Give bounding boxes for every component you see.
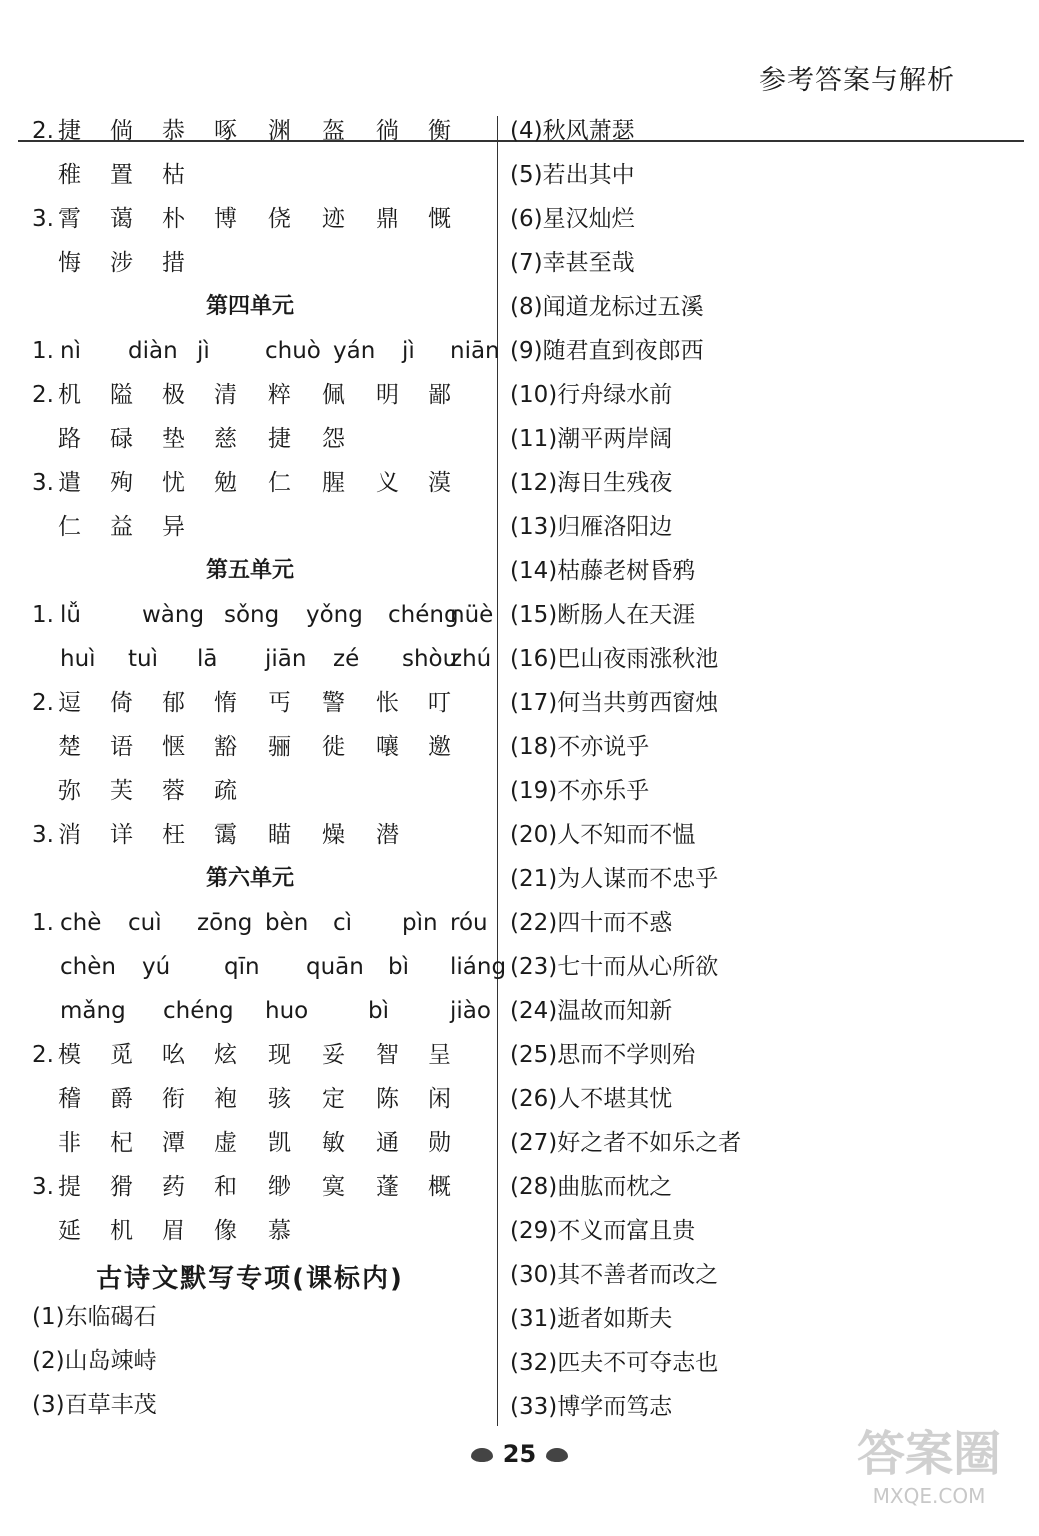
char-cell: 渊 <box>268 118 291 144</box>
answer-row <box>0 600 495 630</box>
char-cell: 捷 <box>58 118 81 144</box>
char-cell: 腥 <box>322 470 345 496</box>
char-cell: 怨 <box>322 426 345 452</box>
answer-row <box>0 952 507 982</box>
pinyin-cell: chè <box>60 910 102 936</box>
char-cell: 勉 <box>214 470 237 496</box>
char-cell: 楚 <box>58 734 81 760</box>
char-cell: 非 <box>58 1130 81 1156</box>
char-cell: 慕 <box>268 1218 291 1244</box>
pinyin-cell: niān <box>450 338 500 364</box>
char-cell: 爵 <box>110 1086 133 1112</box>
answer-row <box>0 380 495 410</box>
char-cell: 缈 <box>268 1174 291 1200</box>
char-cell: 智 <box>376 1042 399 1068</box>
char-cell: 消 <box>58 822 81 848</box>
poem-answer: (13)归雁洛阳边 <box>510 514 673 540</box>
char-cell: 枯 <box>162 162 185 188</box>
pinyin-cell: lā <box>197 646 218 672</box>
answer-row <box>0 336 500 366</box>
pinyin-cell: zhú <box>450 646 492 672</box>
poem-answer: (23)七十而从心所欲 <box>510 954 719 980</box>
pinyin-cell: yán <box>333 338 376 364</box>
char-cell: 敏 <box>322 1130 345 1156</box>
char-cell: 虚 <box>214 1130 237 1156</box>
char-cell: 慨 <box>428 206 451 232</box>
char-cell: 潜 <box>376 822 399 848</box>
pinyin-cell: lǚ <box>60 602 81 628</box>
unit-title: 第四单元 <box>205 294 294 319</box>
char-cell: 模 <box>58 1042 81 1068</box>
poem-answer: (26)人不堪其忧 <box>510 1086 673 1112</box>
char-cell: 碌 <box>110 426 133 452</box>
char-cell: 逗 <box>58 690 81 716</box>
char-cell: 像 <box>214 1218 237 1244</box>
char-cell: 蓬 <box>376 1174 399 1200</box>
char-cell: 陈 <box>376 1086 399 1112</box>
item-number: 1. <box>32 338 54 364</box>
answer-row <box>0 996 495 1026</box>
char-cell: 义 <box>376 470 399 496</box>
answer-row <box>0 908 495 938</box>
header-title: 参考答案与解析 <box>759 65 955 96</box>
char-cell: 益 <box>110 514 133 540</box>
poem-answer: (5)若出其中 <box>510 162 635 188</box>
answer-row <box>0 776 495 806</box>
char-cell: 杞 <box>110 1130 133 1156</box>
pinyin-cell: cì <box>333 910 353 936</box>
char-cell: 漠 <box>428 470 451 496</box>
poem-answer: (6)星汉灿烂 <box>510 206 635 232</box>
answer-row <box>0 116 495 146</box>
poem-answer: (3)百草丰茂 <box>32 1392 157 1418</box>
char-cell: 博 <box>214 206 237 232</box>
answer-row <box>0 1040 495 1070</box>
char-cell: 徙 <box>322 734 345 760</box>
unit-title: 第六单元 <box>205 866 294 891</box>
char-cell: 遣 <box>58 470 81 496</box>
pinyin-cell: yǒng <box>306 602 363 628</box>
char-cell: 提 <box>58 1174 81 1200</box>
poem-answer: (28)曲肱而枕之 <box>510 1174 673 1200</box>
char-cell: 闲 <box>428 1086 451 1112</box>
pinyin-cell: bì <box>388 954 409 980</box>
poem-answer: (9)随君直到夜郎西 <box>510 338 704 364</box>
char-cell: 豁 <box>214 734 237 760</box>
char-cell: 袍 <box>214 1086 237 1112</box>
page-number: 25 <box>502 1440 537 1468</box>
char-cell: 语 <box>110 734 133 760</box>
poem-answer: (4)秋风萧瑟 <box>510 118 635 144</box>
poem-answer: (2)山岛竦峙 <box>32 1348 157 1374</box>
poem-answer: (7)幸甚至哉 <box>510 250 635 276</box>
leaf-icon <box>471 1448 493 1462</box>
pinyin-cell: chèn <box>60 954 116 980</box>
answer-row <box>0 512 495 542</box>
item-number: 2. <box>32 1042 54 1068</box>
pinyin-cell: liáng <box>450 954 507 980</box>
item-number: 3. <box>32 1174 54 1200</box>
poem-answer: (17)何当共剪西窗烛 <box>510 690 719 716</box>
answer-row <box>0 820 495 850</box>
char-cell: 嚷 <box>376 734 399 760</box>
char-cell: 明 <box>376 382 399 408</box>
item-number: 3. <box>32 470 54 496</box>
char-cell: 通 <box>376 1130 399 1156</box>
pinyin-cell: jiān <box>265 646 307 672</box>
char-cell: 寞 <box>322 1174 345 1200</box>
poem-answer: (29)不义而富且贵 <box>510 1218 696 1244</box>
char-cell: 霭 <box>214 822 237 848</box>
item-number: 2. <box>32 118 54 144</box>
char-cell: 疏 <box>214 778 237 804</box>
pinyin-cell: zé <box>333 646 360 672</box>
char-cell: 蓉 <box>162 778 185 804</box>
pinyin-cell: róu <box>450 910 488 936</box>
char-cell: 粹 <box>268 382 291 408</box>
char-cell: 弥 <box>58 778 81 804</box>
pinyin-cell: nì <box>60 338 81 364</box>
pinyin-cell: chéng <box>388 602 459 628</box>
char-cell: 极 <box>162 382 185 408</box>
answer-row <box>0 468 495 498</box>
char-cell: 详 <box>110 822 133 848</box>
pinyin-cell: yú <box>142 954 171 980</box>
char-cell: 怅 <box>376 690 399 716</box>
poem-answer: (24)温故而知新 <box>510 998 673 1024</box>
char-cell: 佩 <box>322 382 345 408</box>
item-number: 1. <box>32 602 54 628</box>
char-cell: 衔 <box>162 1086 185 1112</box>
answer-row <box>0 732 495 762</box>
char-cell: 徜 <box>376 118 399 144</box>
char-cell: 警 <box>322 690 345 716</box>
char-cell: 猾 <box>110 1174 133 1200</box>
leaf-icon <box>546 1448 568 1462</box>
poem-answer: (31)逝者如斯夫 <box>510 1306 673 1332</box>
poem-answer: (14)枯藤老树昏鸦 <box>510 558 696 584</box>
watermark-logo: 答案圈 <box>856 1426 1001 1482</box>
poem-answer: (25)思而不学则殆 <box>510 1042 696 1068</box>
char-cell: 枉 <box>162 822 185 848</box>
poem-answer: (20)人不知而不愠 <box>510 822 696 848</box>
answer-row <box>0 160 495 190</box>
item-number: 3. <box>32 822 54 848</box>
pinyin-cell: chéng <box>163 998 234 1024</box>
char-cell: 瞄 <box>268 822 291 848</box>
char-cell: 清 <box>214 382 237 408</box>
char-cell: 和 <box>214 1174 237 1200</box>
char-cell: 稽 <box>58 1086 81 1112</box>
char-cell: 机 <box>58 382 81 408</box>
poem-answer: (18)不亦说乎 <box>510 734 650 760</box>
pinyin-cell: bèn <box>265 910 309 936</box>
char-cell: 涉 <box>110 250 133 276</box>
pinyin-cell: huo <box>265 998 309 1024</box>
poem-answer: (21)为人谋而不忠乎 <box>510 866 719 892</box>
char-cell: 置 <box>110 162 133 188</box>
char-cell: 侥 <box>268 206 291 232</box>
answer-row <box>0 644 495 674</box>
char-cell: 倘 <box>110 118 133 144</box>
char-cell: 叮 <box>428 690 451 716</box>
char-cell: 骊 <box>268 734 291 760</box>
char-cell: 丐 <box>268 690 291 716</box>
pinyin-cell: sǒng <box>224 602 280 628</box>
poem-answer: (27)好之者不如乐之者 <box>510 1130 742 1156</box>
char-cell: 邀 <box>428 734 451 760</box>
poem-answer: (10)行舟绿水前 <box>510 382 673 408</box>
char-cell: 潭 <box>162 1130 185 1156</box>
char-cell: 蔼 <box>110 206 133 232</box>
char-cell: 霄 <box>58 206 81 232</box>
pinyin-cell: huì <box>60 646 96 672</box>
char-cell: 惬 <box>162 734 185 760</box>
unit-title: 第五单元 <box>205 558 294 583</box>
char-cell: 仁 <box>268 470 291 496</box>
char-cell: 忧 <box>162 470 185 496</box>
answer-row <box>0 1216 495 1246</box>
char-cell: 鼎 <box>376 206 399 232</box>
item-number: 2. <box>32 382 54 408</box>
char-cell: 概 <box>428 1174 451 1200</box>
pinyin-cell: tuì <box>128 646 158 672</box>
pinyin-cell: pìn <box>402 910 438 936</box>
char-cell: 郁 <box>162 690 185 716</box>
char-cell: 炫 <box>214 1042 237 1068</box>
char-cell: 燥 <box>322 822 345 848</box>
pinyin-cell: mǎng <box>60 998 126 1024</box>
char-cell: 路 <box>58 426 81 452</box>
section-title: 古诗文默写专项(课标内) <box>96 1264 404 1294</box>
char-cell: 倚 <box>110 690 133 716</box>
poem-answer: (8)闻道龙标过五溪 <box>510 294 704 320</box>
char-cell: 衡 <box>428 118 451 144</box>
answer-row <box>0 1172 495 1202</box>
char-cell: 眉 <box>162 1218 185 1244</box>
poem-answer: (32)匹夫不可夺志也 <box>510 1350 719 1376</box>
poem-answer: (33)博学而笃志 <box>510 1394 673 1420</box>
answer-row <box>0 688 495 718</box>
watermark <box>829 1426 1029 1526</box>
pinyin-cell: shòu <box>402 646 458 672</box>
item-number: 1. <box>32 910 54 936</box>
pinyin-cell: diàn <box>128 338 178 364</box>
poem-answer: (16)巴山夜雨涨秋池 <box>510 646 719 672</box>
char-cell: 慈 <box>214 426 237 452</box>
pinyin-cell: chuò <box>265 338 321 364</box>
char-cell: 吆 <box>162 1042 185 1068</box>
poem-answer: (11)潮平两岸阔 <box>510 426 673 452</box>
answer-row <box>0 1084 495 1114</box>
char-cell: 芙 <box>110 778 133 804</box>
pinyin-cell: jiào <box>450 998 491 1024</box>
char-cell: 悔 <box>58 250 81 276</box>
char-cell: 机 <box>110 1218 133 1244</box>
char-cell: 稚 <box>58 162 81 188</box>
pinyin-cell: quān <box>306 954 364 980</box>
poem-answer: (12)海日生残夜 <box>510 470 673 496</box>
char-cell: 垫 <box>162 426 185 452</box>
char-cell: 勋 <box>428 1130 451 1156</box>
char-cell: 妥 <box>322 1042 345 1068</box>
pinyin-cell: bì <box>368 998 389 1024</box>
char-cell: 觅 <box>110 1042 133 1068</box>
pinyin-cell: nüè <box>450 602 494 628</box>
answer-row <box>0 248 495 278</box>
char-cell: 捷 <box>268 426 291 452</box>
char-cell: 呈 <box>428 1042 451 1068</box>
char-cell: 恭 <box>162 118 185 144</box>
char-cell: 凯 <box>268 1130 291 1156</box>
pinyin-cell: jì <box>197 338 210 364</box>
pinyin-cell: wàng <box>142 602 205 628</box>
char-cell: 措 <box>162 250 185 276</box>
item-number: 2. <box>32 690 54 716</box>
char-cell: 定 <box>322 1086 345 1112</box>
poem-answer: (30)其不善者而改之 <box>510 1262 719 1288</box>
item-number: 3. <box>32 206 54 232</box>
char-cell: 隘 <box>110 382 133 408</box>
char-cell: 迹 <box>322 206 345 232</box>
watermark-url: MXQE.COM <box>872 1484 986 1508</box>
answer-row <box>0 204 495 234</box>
pinyin-cell: cuì <box>128 910 162 936</box>
char-cell: 惰 <box>214 690 237 716</box>
char-cell: 盔 <box>322 118 345 144</box>
pinyin-cell: qīn <box>224 954 260 980</box>
char-cell: 啄 <box>214 118 237 144</box>
poem-answer: (19)不亦乐乎 <box>510 778 650 804</box>
char-cell: 鄙 <box>428 382 451 408</box>
poem-answer: (15)断肠人在天涯 <box>510 602 696 628</box>
char-cell: 药 <box>162 1174 185 1200</box>
poem-answer: (1)东临碣石 <box>32 1304 157 1330</box>
pinyin-cell: jì <box>402 338 415 364</box>
answer-row <box>0 424 495 454</box>
char-cell: 异 <box>162 514 185 540</box>
char-cell: 骇 <box>268 1086 291 1112</box>
answer-row <box>0 1128 495 1158</box>
pinyin-cell: zōng <box>197 910 253 936</box>
char-cell: 仁 <box>58 514 81 540</box>
poem-answer: (22)四十而不惑 <box>510 910 673 936</box>
char-cell: 殉 <box>110 470 133 496</box>
char-cell: 延 <box>58 1218 81 1244</box>
char-cell: 现 <box>268 1042 291 1068</box>
char-cell: 朴 <box>162 206 185 232</box>
